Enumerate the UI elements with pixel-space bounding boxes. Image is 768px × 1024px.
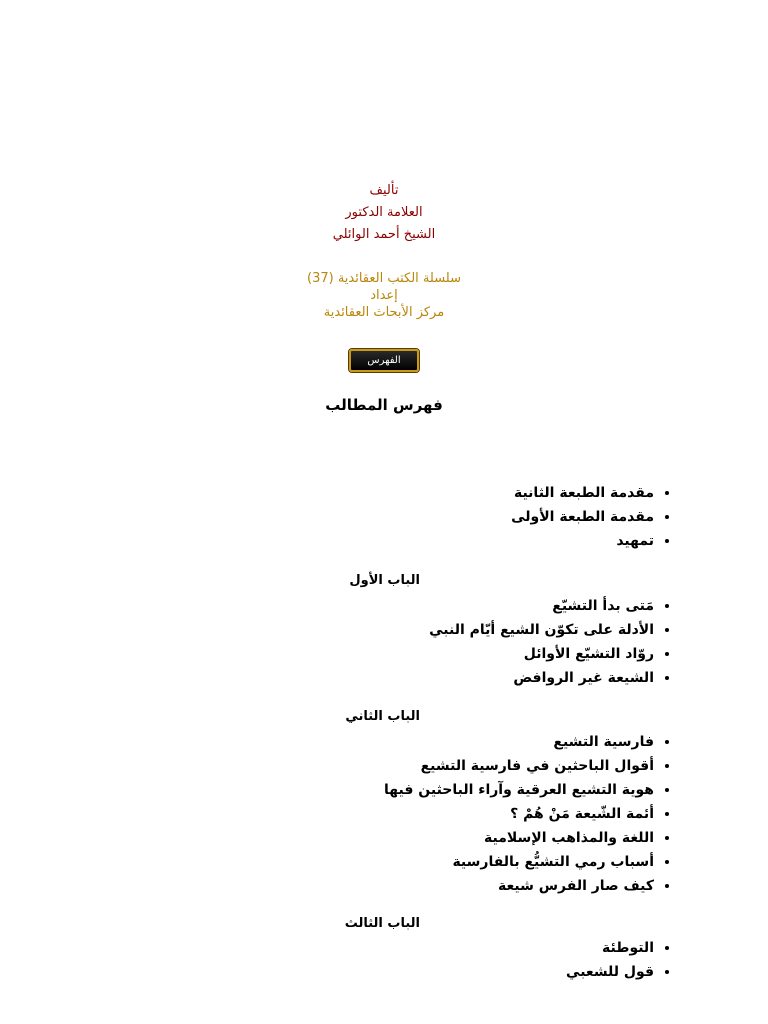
chapter-title: الباب الثالث bbox=[344, 916, 420, 931]
list-item[interactable] bbox=[566, 936, 654, 960]
toc-link[interactable]: مَتى بدأ التشيّع bbox=[552, 598, 654, 614]
list-item[interactable] bbox=[384, 802, 654, 826]
toc-link[interactable]: مقدمة الطبعة الأولى bbox=[511, 509, 654, 525]
list-item[interactable] bbox=[511, 505, 654, 529]
toc-link[interactable]: اللغة والمذاهب الإسلامية bbox=[484, 830, 654, 846]
toc-link[interactable]: مقدمة الطبعة الثانية bbox=[513, 485, 654, 501]
list-item[interactable] bbox=[384, 850, 654, 874]
list-item[interactable] bbox=[384, 754, 654, 778]
chapter-title: الباب الأول bbox=[349, 573, 420, 588]
chapter-title: الباب الثاني bbox=[345, 709, 420, 724]
list-item[interactable] bbox=[384, 730, 654, 754]
organization-name: مركز الأبحاث العقائدية bbox=[323, 305, 445, 320]
toc-link[interactable]: أقوال الباحثين في فارسية التشيع bbox=[420, 758, 654, 774]
toc-link[interactable]: كيف صار الفرس شيعة bbox=[497, 878, 654, 894]
list-item[interactable] bbox=[384, 778, 654, 802]
list-item[interactable] bbox=[566, 960, 654, 984]
toc-link[interactable]: فارسية التشيع bbox=[553, 734, 654, 750]
toc-link[interactable]: الأدلة على تكوّن الشيع أيّام النبي bbox=[429, 622, 654, 638]
toc-link[interactable]: أسباب رمي التشيُّع بالفارسية bbox=[452, 854, 654, 870]
toc-link[interactable]: التوطئة bbox=[602, 940, 654, 956]
toc-link[interactable]: قول للشعبي bbox=[566, 964, 654, 980]
prepared-label: إعداد bbox=[370, 288, 398, 303]
chapter-1-list bbox=[429, 594, 678, 690]
intro-list bbox=[511, 481, 678, 553]
toc-link[interactable]: روّاد التشيّع الأوائل bbox=[523, 646, 654, 662]
toc-link[interactable]: هوية التشيع العرقية وآراء الباحثين فيها bbox=[384, 782, 654, 798]
list-item[interactable] bbox=[384, 874, 654, 898]
page-title: فهرس المطالب bbox=[325, 396, 443, 414]
author-title: العلامة الدكتور bbox=[345, 205, 423, 220]
list-item[interactable] bbox=[384, 826, 654, 850]
toc-link[interactable]: تمهيد bbox=[616, 533, 654, 549]
author-name: الشيخ أحمد الوائلي bbox=[332, 227, 436, 242]
series-name: سلسلة الكتب العقائدية (37) bbox=[306, 271, 461, 286]
chapter-3-list bbox=[566, 936, 678, 984]
list-item[interactable] bbox=[429, 594, 654, 618]
index-button[interactable]: الفهرس bbox=[349, 349, 419, 372]
list-item[interactable] bbox=[429, 666, 654, 690]
list-item[interactable] bbox=[429, 618, 654, 642]
toc-link[interactable]: أئمة الشّيعة مَنْ هُمْ ؟ bbox=[510, 806, 654, 822]
chapter-2-list bbox=[384, 730, 678, 898]
list-item[interactable] bbox=[511, 529, 654, 553]
list-item[interactable] bbox=[511, 481, 654, 505]
author-label: تأليف bbox=[369, 183, 399, 198]
toc-link[interactable]: الشيعة غير الروافض bbox=[513, 670, 654, 686]
list-item[interactable] bbox=[429, 642, 654, 666]
